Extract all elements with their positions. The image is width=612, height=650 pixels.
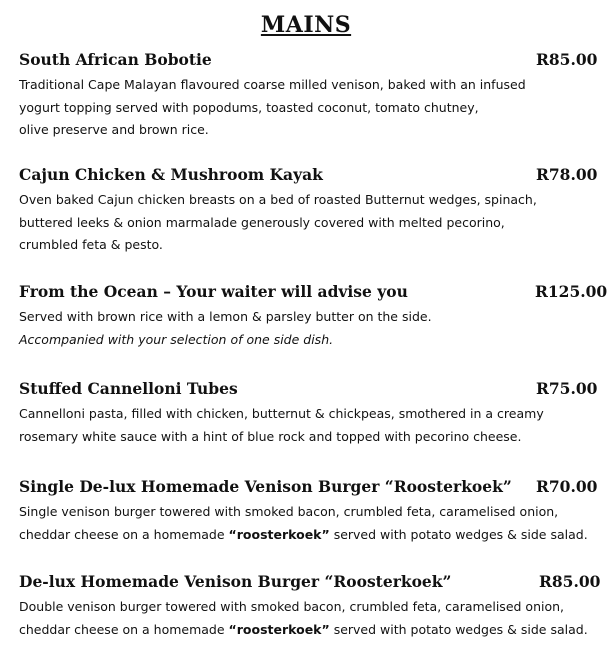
menu-item-price: R78.00 xyxy=(536,165,598,184)
menu-item-name: Cajun Chicken & Mushroom Kayak xyxy=(19,165,323,184)
description-text: cheddar cheese on a homemade xyxy=(19,621,229,637)
description-line xyxy=(19,619,604,642)
menu-item-description xyxy=(19,501,604,546)
description-line: yogurt topping served with popodums, toasted coconut, tomato chutney, xyxy=(19,99,479,115)
menu-item-price: R85.00 xyxy=(539,572,601,591)
menu-item-description xyxy=(19,596,604,641)
menu-item-price: R70.00 xyxy=(536,477,598,496)
menu-item-description xyxy=(19,189,604,257)
menu-item xyxy=(19,50,604,142)
description-text: cheddar cheese on a homemade xyxy=(19,526,229,542)
description-line: crumbled feta & pesto. xyxy=(19,237,163,252)
menu-section-title: MAINS xyxy=(260,12,352,38)
description-line: Served with brown rice with a lemon & parsley butter on the side. xyxy=(19,309,432,324)
description-line: Traditional Cape Malayan flavoured coarse milled venison, baked with an infused xyxy=(19,77,526,92)
description-line: buttered leeks & onion marmalade generously covered with melted pecorino, xyxy=(19,214,505,230)
description-text: served with potato wedges & side salad. xyxy=(329,526,588,542)
menu-item xyxy=(19,282,608,351)
description-line: olive preserve and brown rice. xyxy=(19,122,209,137)
menu-item-name: Stuffed Cannelloni Tubes xyxy=(19,379,238,398)
menu-item-price: R75.00 xyxy=(536,379,598,398)
description-text: served with potato wedges & side salad. xyxy=(329,621,588,637)
description-line: Double venison burger towered with smoked bacon, crumbled feta, caramelised onion, xyxy=(19,599,565,614)
menu-item-price: R125.00 xyxy=(535,282,608,301)
menu-item-description xyxy=(19,403,604,448)
menu-item xyxy=(19,379,604,448)
roosterkoek-emphasis: “roosterkoek” xyxy=(228,526,330,542)
menu-item-name: De-lux Homemade Venison Burger “Roosterkoek” xyxy=(19,572,452,591)
menu-item xyxy=(19,572,604,641)
description-line: rosemary white sauce with a hint of blue rock and topped with pecorino cheese. xyxy=(19,428,522,444)
description-line: Cannelloni pasta, filled with chicken, butternut & chickpeas, smothered in a creamy xyxy=(19,406,544,421)
roosterkoek-emphasis: “roosterkoek” xyxy=(228,621,330,637)
description-line-italic: Accompanied with your selection of one side dish. xyxy=(19,331,334,347)
menu-item-description xyxy=(19,306,604,351)
menu-item xyxy=(19,477,604,546)
menu-item-name: South African Bobotie xyxy=(19,50,212,69)
menu-item xyxy=(19,165,604,257)
description-line xyxy=(19,524,604,547)
menu-item-description xyxy=(19,74,604,142)
description-line: Single venison burger towered with smoked bacon, crumbled feta, caramelised onion, xyxy=(19,504,559,519)
menu-item-name: Single De-lux Homemade Venison Burger “Roosterkoek” xyxy=(19,477,512,496)
menu-item-price: R85.00 xyxy=(536,50,598,69)
description-line: Oven baked Cajun chicken breasts on a bed of roasted Butternut wedges, spinach, xyxy=(19,192,537,207)
menu-item-name: From the Ocean – Your waiter will advise you xyxy=(19,282,408,301)
